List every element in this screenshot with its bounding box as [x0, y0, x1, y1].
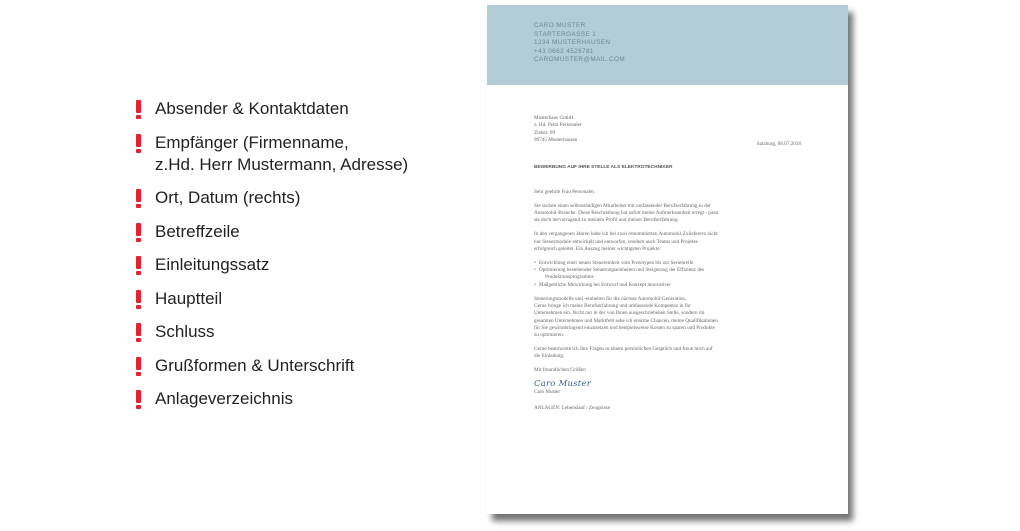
exclamation-icon: [136, 189, 142, 209]
exclamation-icon: [136, 390, 142, 410]
sender-street: STARTERGASSE 1: [534, 30, 597, 38]
exclamation-icon: [136, 223, 142, 243]
attachments-line: ANLAGEN: Lebenslauf / Zeugnisse: [534, 405, 610, 412]
checklist-item-subject: Betreffzeile: [135, 221, 408, 243]
project-list: [534, 260, 802, 289]
checklist-item-place-date: Ort, Datum (rechts): [135, 187, 408, 209]
sender-email: CAROMUSTER@MAIL.COM: [534, 56, 626, 64]
checklist-item-attachments: Anlageverzeichnis: [135, 388, 408, 410]
letter-body: [534, 189, 802, 412]
exclamation-icon: [136, 290, 142, 310]
sender-phone: +43 0662 4526781: [534, 47, 594, 55]
sender-city: 1234 MUSTERHAUSEN: [534, 39, 611, 47]
checklist-item-main-part: Hauptteil: [135, 288, 408, 310]
salutation: Sehr geehrte Frau Personaler,: [534, 189, 596, 195]
recipient-city: 99745 Musterhausen: [534, 136, 578, 143]
closing-greeting: Mit freundlichen Grüßen: [534, 367, 586, 374]
signature-name: Caro Muster: [534, 388, 561, 395]
letter-header: [487, 5, 848, 85]
sender-name: CARO MUSTER: [534, 22, 586, 29]
exclamation-icon: [136, 134, 142, 154]
exclamation-icon: [136, 256, 142, 276]
checklist-item-intro: Einleitungssatz: [135, 254, 408, 276]
letter-page: [487, 5, 848, 514]
letter-date: Salzburg, 08.07.2018: [756, 141, 801, 147]
paragraph-main: Steuerungsmodelle und -einheiten für die nächste Automobil-Generation. Gerne bringe ich meine Berufserfahrung und umfassende Kompetenz in Ihr Unternehmen ein. Nicht nur in der von Ihnen ausgeschriebenen Stelle, sondern im gesamten Unternehmen und Marktfeld sehe ich enorme Chancen, meine Qualifikationen für Sie gewinnbringend einzusetzen und beispielsweise Kosten zu sparen und Produkte zu optimieren.: [534, 295, 718, 339]
recipient-block: [534, 115, 582, 144]
exclamation-icon: [136, 323, 142, 343]
list-item: • Optimierung bestehender Steuerungseinheiten und Steigerung der Effizienz des Produktionsprogramms: [534, 267, 802, 282]
checklist-item-sender: Absender & Kontaktdaten: [135, 98, 408, 120]
list-item: • Entwicklung einer neuen Steuereinheit vom Prototypen bis zur Serienreife: [534, 260, 802, 267]
recipient-street: Zielstr. 99: [534, 129, 556, 136]
sender-block: [534, 22, 625, 65]
exclamation-icon: [136, 100, 142, 120]
checklist: [135, 98, 408, 422]
checklist-item-closing: Schluss: [135, 321, 408, 343]
list-item: • Maßgebliche Mitwirkung bei Entwurf und Konzept innovativer: [534, 282, 802, 289]
checklist-item-greeting-signature: Grußformen & Unterschrift: [135, 355, 408, 377]
paragraph-experience: In den vergangenen Jahren habe ich bei zwei renommierten Automobil-Zulieferern nicht nur Steuermodule entwickelt und entworfen, sondern auch Teams und Projekte erfolgreich geleitet. Ein Auszug meiner wichtigsten Projekte:: [534, 231, 718, 252]
paragraph-intro: Sie suchen einen selbstständigen Mitarbeiter mit umfassender Berufserfahrung in der Automobil-Branche. Diese Beschreibung hat sofort meine Aufmerksamkeit erregt - passt sie doch hervorragend zu meinem Profil und meiner Berufserfahrung.: [534, 202, 719, 224]
recipient-contact: z. Hd. Petra Personaler: [534, 122, 582, 129]
checklist-item-recipient: Empfänger (Firmenname, z.Hd. Herr Mustermann, Adresse): [135, 132, 408, 176]
recipient-company: Musterhaus GmbH: [534, 115, 574, 121]
paragraph-closing: Gerne beantworte ich Ihre Fragen in einem persönlichen Gespräch und freue mich auf die Einladung.: [534, 346, 713, 360]
handwritten-signature: Caro Muster: [534, 377, 592, 388]
letter-subject: BEWERBUNG AUF IHRE STELLE ALS ELEKTROTECHNIKER: [534, 165, 673, 170]
exclamation-icon: [136, 357, 142, 377]
